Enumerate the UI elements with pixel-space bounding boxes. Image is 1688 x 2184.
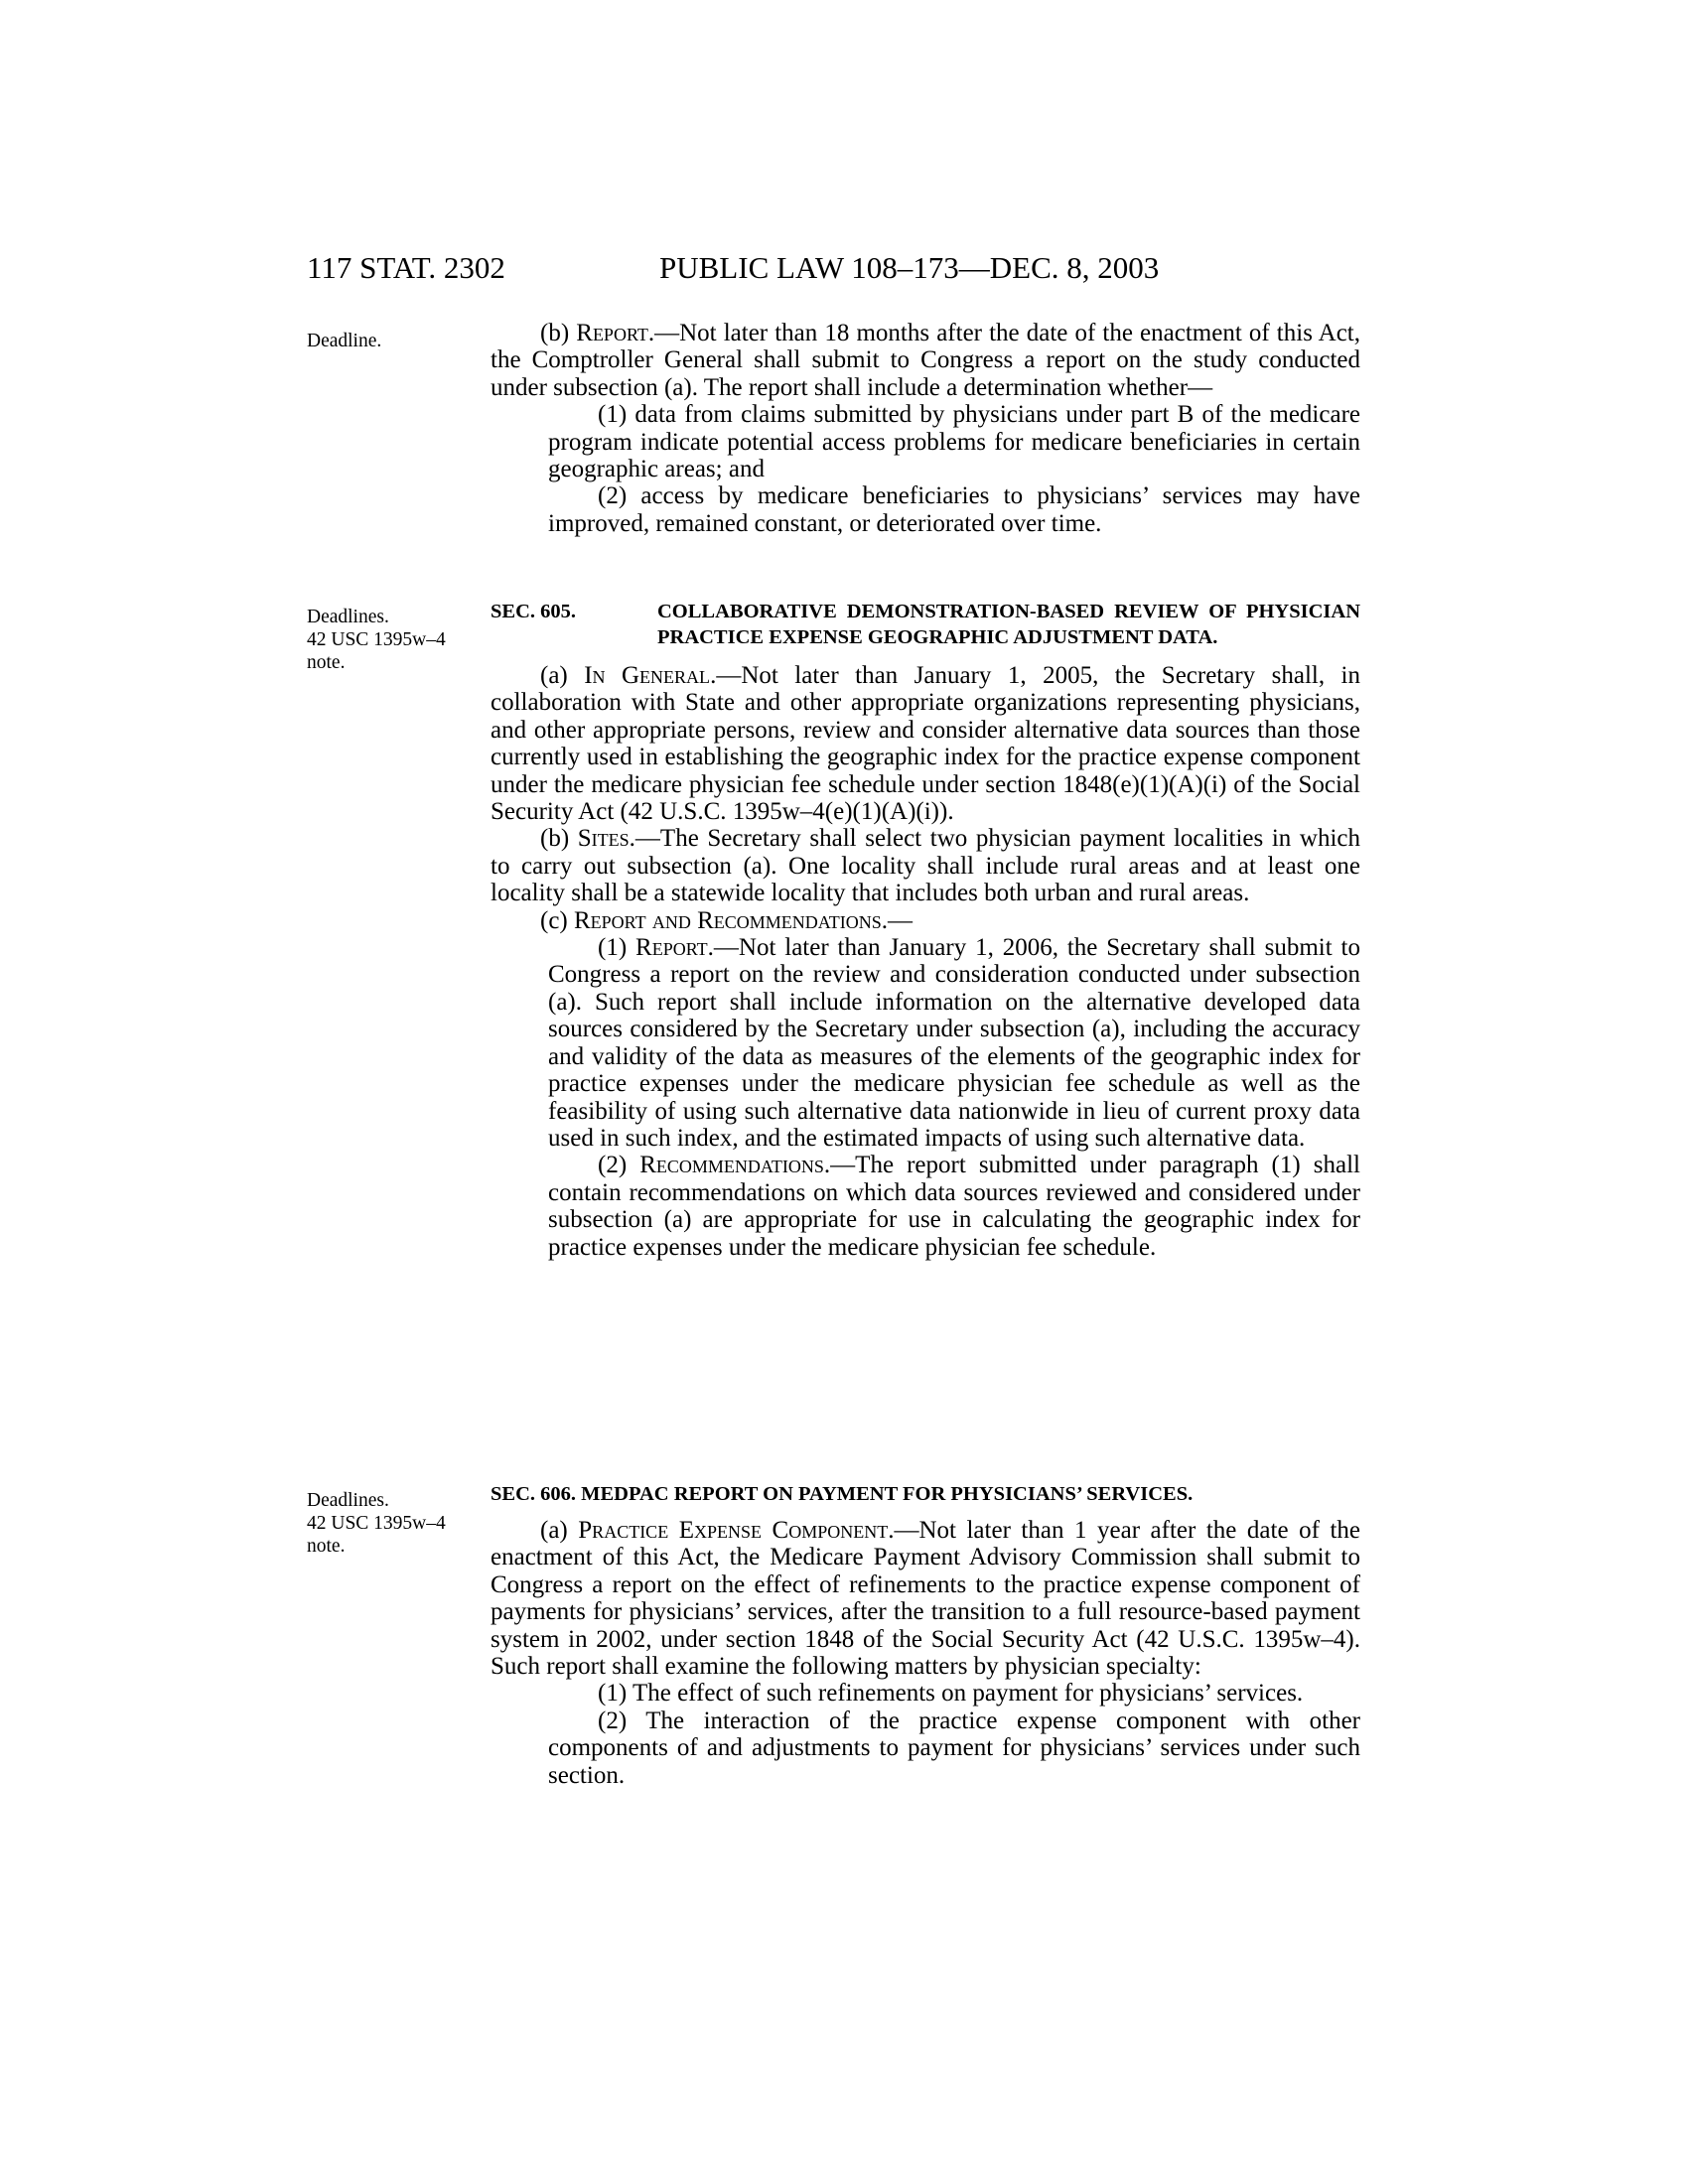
section-605-heading — [491, 599, 1360, 650]
section-605-number: SEC. 605. — [491, 601, 577, 622]
section-606 — [491, 1481, 1360, 1789]
paragraph-b: (b) Report.—Not later than 18 months after the date of the enactment of this Act, the Comptroller General shall submit to Congress a report on the study conducted under subsection (a). The report shall include a determination whether— — [491, 320, 1361, 401]
paragraph-b-1: (1) data from claims submitted by physicians under part B of the medicare program indicate potential access problems for medicare beneficiaries in certain geographic areas; and — [548, 401, 1360, 483]
section-605-a: (a) In General.—Not later than January 1, 2005, the Secretary shall, in collaboration with State and other appropriate organizations representing physicians, and other appropriate persons, review and consider alternative data sources than those currently used in establishing the geographic index for the practice expense component under the medicare physician fee schedule under section 1848(e)(1)(A)(i) of the Social Security Act (42 U.S.C. 1395w–4(e)(1)(A)(i)). — [491, 662, 1361, 826]
subsection-b-report — [491, 320, 1360, 537]
margin-note-sec606: Deadlines. 42 USC 1395w–4 note. — [307, 1490, 446, 1557]
paragraph-b-2: (2) access by medicare beneficiaries to physicians’ services may have improved, remained constant, or deteriorated over time. — [548, 482, 1360, 537]
section-606-a-2: (2) The interaction of the practice expense component with other components of and adjustments to payment for physicians’ services under such section. — [548, 1706, 1360, 1789]
page-number: 117 STAT. 2302 — [307, 250, 505, 285]
margin-note-sec605: Deadlines. 42 USC 1395w–4 note. — [307, 607, 446, 673]
section-605 — [491, 599, 1360, 1261]
section-606-heading: SEC. 606. MEDPAC REPORT ON PAYMENT FOR PHYSICIANS’ SERVICES. — [491, 1483, 1194, 1505]
section-605-b: (b) Sites.—The Secretary shall select two physician payment localities in which to carry out subsection (a). One locality shall include rural areas and at least one locality shall be a statewide locality that includes both urban and rural areas. — [491, 825, 1360, 907]
section-605-c-1: (1) Report.—Not later than January 1, 2006, the Secretary shall submit to Congress a report on the review and consideration conducted under subsection (a). Such report shall include information on the alternative developed data sources considered by the Secretary under subsection (a), including the accuracy and validity of the data as measures of the elements of the geographic index for practice expenses under the medicare physician fee schedule as well as the feasibility of using such alternative data nationwide in lieu of current proxy data used in such index, and the estimated impacts of using such alternative data. — [548, 934, 1360, 1152]
section-605-title: COLLABORATIVE DEMONSTRATION-BASED REVIEW OF PHYSICIAN PRACTICE EXPENSE GEOGRAPHIC ADJUSTMENT DATA. — [657, 601, 1360, 648]
section-605-c-2: (2) Recommendations.—The report submitted under paragraph (1) shall contain recommendations on which data sources reviewed and considered under subsection (a) are appropriate for use in calculating the geographic index for practice expenses under the medicare physician fee schedule. — [548, 1152, 1360, 1261]
running-head: PUBLIC LAW 108–173—DEC. 8, 2003 — [659, 250, 1160, 285]
section-606-a-1: (1) The effect of such refinements on payment for physicians’ services. — [598, 1680, 1304, 1707]
section-606-a: (a) Practice Expense Component.—Not later than 1 year after the date of the enactment of this Act, the Medicare Payment Advisory Commission shall submit to Congress a report on the effect of refinements to the practice expense component of payments for physicians’ services, after the transition to a full resource-based payment system in 2002, under section 1848 of the Social Security Act (42 U.S.C. 1395w–4). Such report shall examine the following matters by physician specialty: — [491, 1517, 1360, 1681]
margin-note-deadline: Deadline. — [307, 331, 382, 351]
section-605-c: (c) Report and Recommendations.— — [540, 906, 914, 934]
